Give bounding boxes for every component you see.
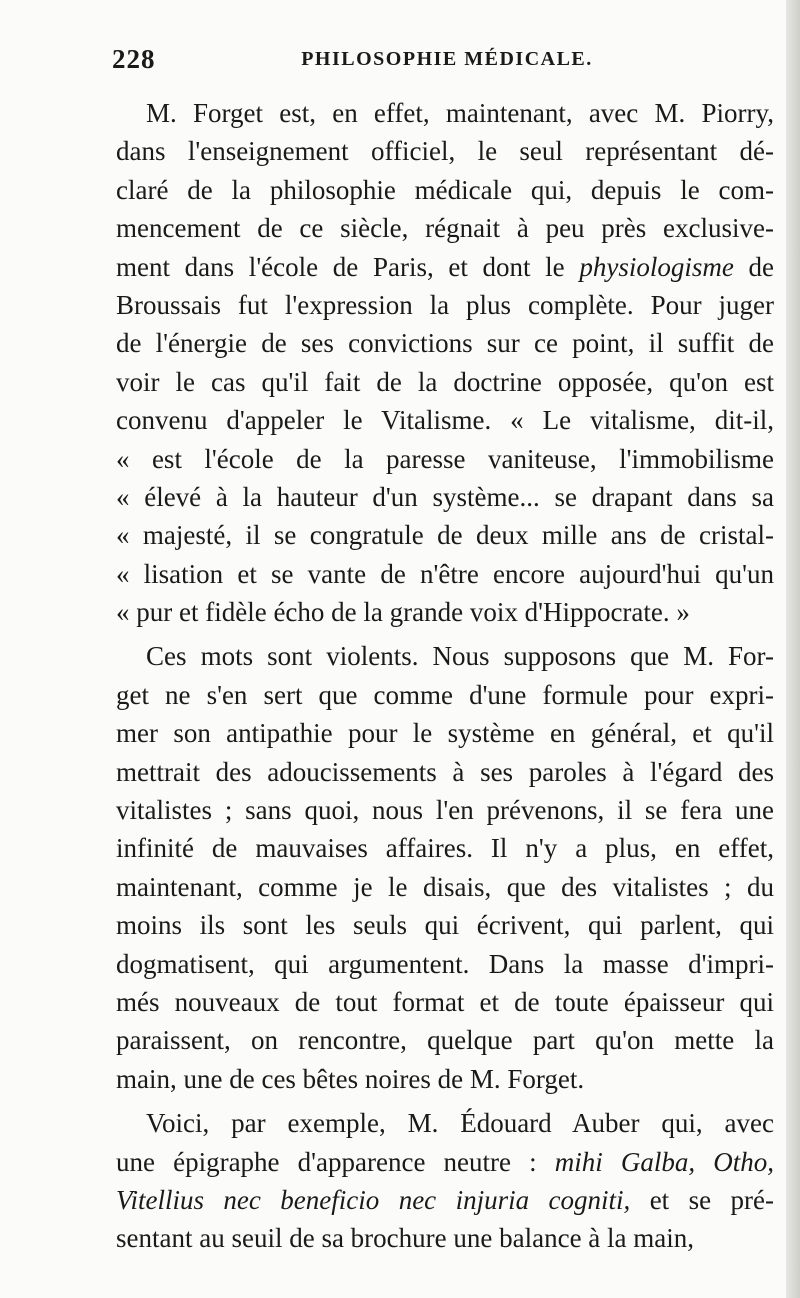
- running-head: PHILOSOPHIE MÉDICALE.: [301, 48, 593, 70]
- text-line: claré de la philosophie médicale qui, depuis le com-: [116, 174, 774, 205]
- text-line: « majesté, il se congratule de deux mille ans de cristal-: [116, 520, 774, 551]
- text-line: moins ils sont les seuls qui écrivent, qui parlent, qui: [116, 910, 774, 941]
- text-line: « est l'école de la paresse vaniteuse, l'immobilisme: [116, 443, 774, 474]
- text-segment: une épigraphe d'apparence neutre :: [116, 1146, 555, 1177]
- text-line: voir le cas qu'il fait de la doctrine opposée, qu'on est: [116, 366, 774, 397]
- text-segment: de: [733, 251, 774, 282]
- page-header: [112, 44, 752, 84]
- page-number: 228: [112, 44, 156, 74]
- text-line: [116, 1143, 774, 1181]
- body-text: [116, 94, 774, 1258]
- text-line: dogmatisent, qui argumentent. Dans la masse d'impri-: [116, 948, 774, 979]
- text-line: Voici, par exemple, M. Édouard Auber qui, avec: [146, 1108, 774, 1139]
- text-line: vitalistes ; sans quoi, nous l'en prévenons, il se fera une: [116, 795, 774, 826]
- page-edge: [786, 0, 800, 1298]
- paragraph: [116, 637, 774, 1098]
- text-segment: et se pré-: [630, 1184, 774, 1215]
- text-line: M. Forget est, en effet, maintenant, avec M. Piorry,: [146, 98, 774, 128]
- text-line: « pur et fidèle écho de la grande voix d'Hippocrate. »: [116, 597, 690, 628]
- text-line: dans l'enseignement officiel, le seul représentant dé-: [116, 136, 774, 167]
- text-line: maintenant, comme je le disais, que des vitalistes ; du: [116, 871, 774, 902]
- text-line: més nouveaux de tout format et de toute épaisseur qui: [116, 986, 774, 1017]
- text-line: convenu d'appeler le Vitalisme. « Le vitalisme, dit-il,: [116, 405, 774, 436]
- text-line: « lisation et se vante de n'être encore aujourd'hui qu'un: [116, 558, 774, 589]
- text-line: paraissent, on rencontre, quelque part qu'on mette la: [116, 1025, 774, 1056]
- text-line: infinité de mauvaises affaires. Il n'y a plus, en effet,: [116, 833, 774, 864]
- text-line: « élevé à la hauteur d'un système... se drapant dans sa: [116, 481, 774, 512]
- text-line: mer son antipathie pour le système en général, et qu'il: [116, 718, 774, 749]
- text-line: de l'énergie de ses convictions sur ce point, il suffit de: [116, 328, 774, 359]
- text-line: Ces mots sont violents. Nous supposons que M. For-: [146, 641, 774, 672]
- paragraph: [116, 94, 774, 631]
- text-line: get ne s'en sert que comme d'une formule pour expri-: [116, 679, 774, 710]
- text-line: sentant au seuil de sa brochure une balance à la main,: [116, 1223, 695, 1254]
- text-line: Broussais fut l'expression la plus complète. Pour juger: [116, 289, 774, 320]
- text-line: [116, 248, 774, 286]
- text-line: mencement de ce siècle, régnait à peu près exclusive-: [116, 213, 774, 244]
- text-line: [116, 1181, 774, 1219]
- italic-text: physiologisme: [579, 251, 734, 282]
- italic-text: mihi Galba, Otho,: [554, 1146, 774, 1177]
- text-line: main, une de ces bêtes noires de M. Forget.: [116, 1063, 585, 1094]
- italic-text: Vitellius nec beneficio nec injuria cogniti,: [116, 1184, 631, 1215]
- text-segment: ment dans l'école de Paris, et dont le: [116, 251, 580, 282]
- paragraph: [116, 1104, 774, 1258]
- text-line: mettrait des adoucissements à ses paroles à l'égard des: [116, 756, 774, 787]
